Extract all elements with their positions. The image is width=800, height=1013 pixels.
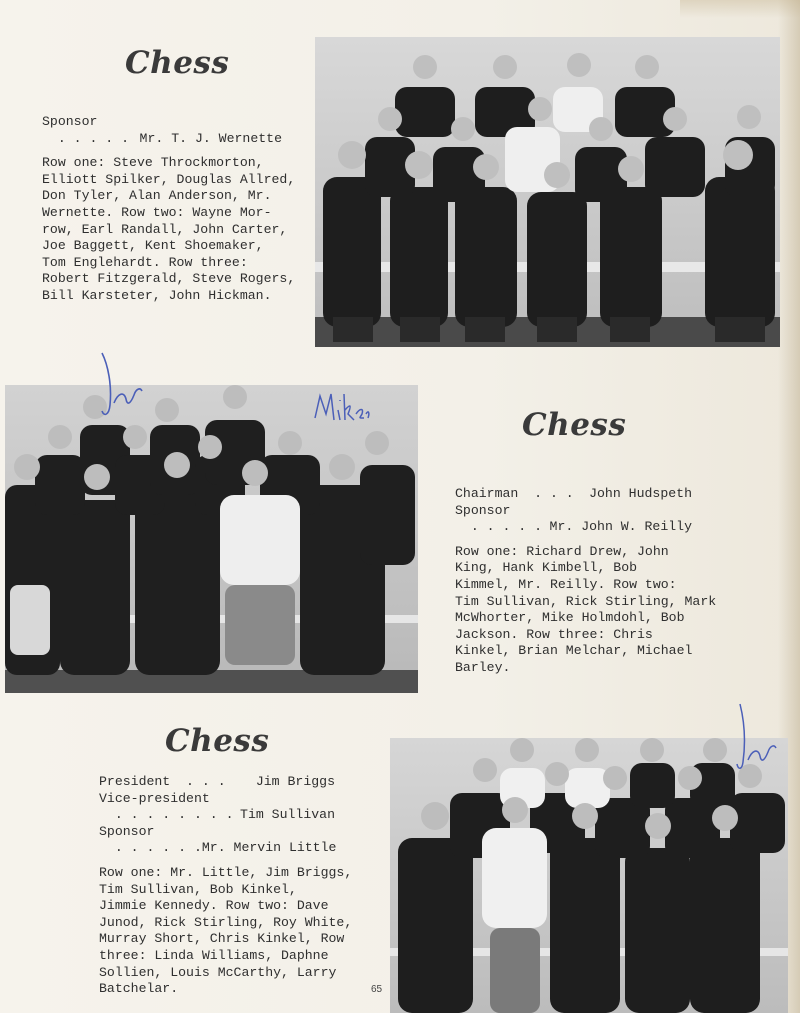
text-line: Sponsor — [42, 114, 98, 129]
text-line: King, Hank Kimbell, Bob — [455, 560, 638, 576]
text-line: Don Tyler, Alan Anderson, Mr. — [42, 188, 272, 204]
handwritten-signature — [312, 388, 372, 428]
text-line: Row one: Mr. Little, Jim Briggs, — [99, 864, 353, 880]
text-line: row, Earl Randall, John Carter, — [42, 221, 288, 237]
text-line: Kinkel, Brian Melchar, Michael — [455, 643, 693, 659]
text-line: three: Linda Williams, Daphne — [99, 947, 329, 963]
text-line: Sponsor — [455, 502, 511, 518]
text-line: Jimmie Kennedy. Row two: Dave — [99, 898, 329, 914]
text-line: Jackson. Row three: Chris — [455, 626, 653, 642]
text-line: Barley. — [455, 659, 511, 675]
text-line: Murray Short, Chris Kinkel, Row — [99, 931, 345, 947]
text-line: Row one: Richard Drew, John — [455, 543, 669, 559]
text-line: Sollien, Louis McCarthy, Larry — [99, 964, 337, 980]
text-line: Tim Sullivan, Bob Kinkel, — [99, 881, 297, 897]
group-photo-1 — [315, 37, 780, 347]
page-stain — [680, 0, 800, 18]
text-line: President . . . Jim Briggs — [99, 774, 335, 789]
text-line: Chairman . . . John Hudspeth — [455, 486, 692, 501]
section-2-heading: Chess — [522, 407, 627, 443]
text-line: . . . . . Mr. John W. Reilly — [455, 519, 692, 535]
text-line: Bill Karsteter, John Hickman. — [42, 287, 272, 303]
section-3-text — [99, 774, 353, 998]
handwritten-signature — [730, 700, 780, 780]
text-line: . . . . . . Mr. Mervin Little — [99, 840, 337, 856]
handwritten-signature — [90, 345, 150, 430]
group-photo-2 — [5, 385, 418, 693]
section-1-heading: Chess — [125, 45, 230, 81]
text-line: McWhorter, Mike Holmdohl, Bob — [455, 610, 685, 626]
text-line: Batchelar. — [99, 981, 179, 997]
text-line: Row one: Steve Throckmorton, — [42, 155, 264, 171]
section-2-text — [455, 486, 717, 677]
text-line: Sponsor — [99, 823, 155, 839]
group-photo-3 — [390, 738, 788, 1013]
text-line: Vice-president — [99, 790, 210, 806]
page-number: 65 — [371, 984, 383, 995]
section-3-heading: Chess — [165, 723, 270, 759]
text-line: Elliott Spilker, Douglas Allred, — [42, 171, 296, 187]
section-1-text — [42, 114, 296, 305]
text-line: Robert Fitzgerald, Steve Rogers, — [42, 271, 296, 287]
text-line: . . . . . . . . Tim Sullivan — [99, 807, 335, 823]
text-line: Joe Baggett, Kent Shoemaker, — [42, 238, 264, 254]
text-line: Kimmel, Mr. Reilly. Row two: — [455, 576, 677, 592]
text-line: Junod, Rick Stirling, Roy White, — [99, 914, 353, 930]
text-line: . . . . . Mr. T. J. Wernette — [42, 130, 282, 146]
text-line: Tom Englehardt. Row three: — [42, 254, 248, 270]
text-line: Wernette. Row two: Wayne Mor- — [42, 204, 272, 220]
text-line: Tim Sullivan, Rick Stirling, Mark — [455, 593, 717, 609]
